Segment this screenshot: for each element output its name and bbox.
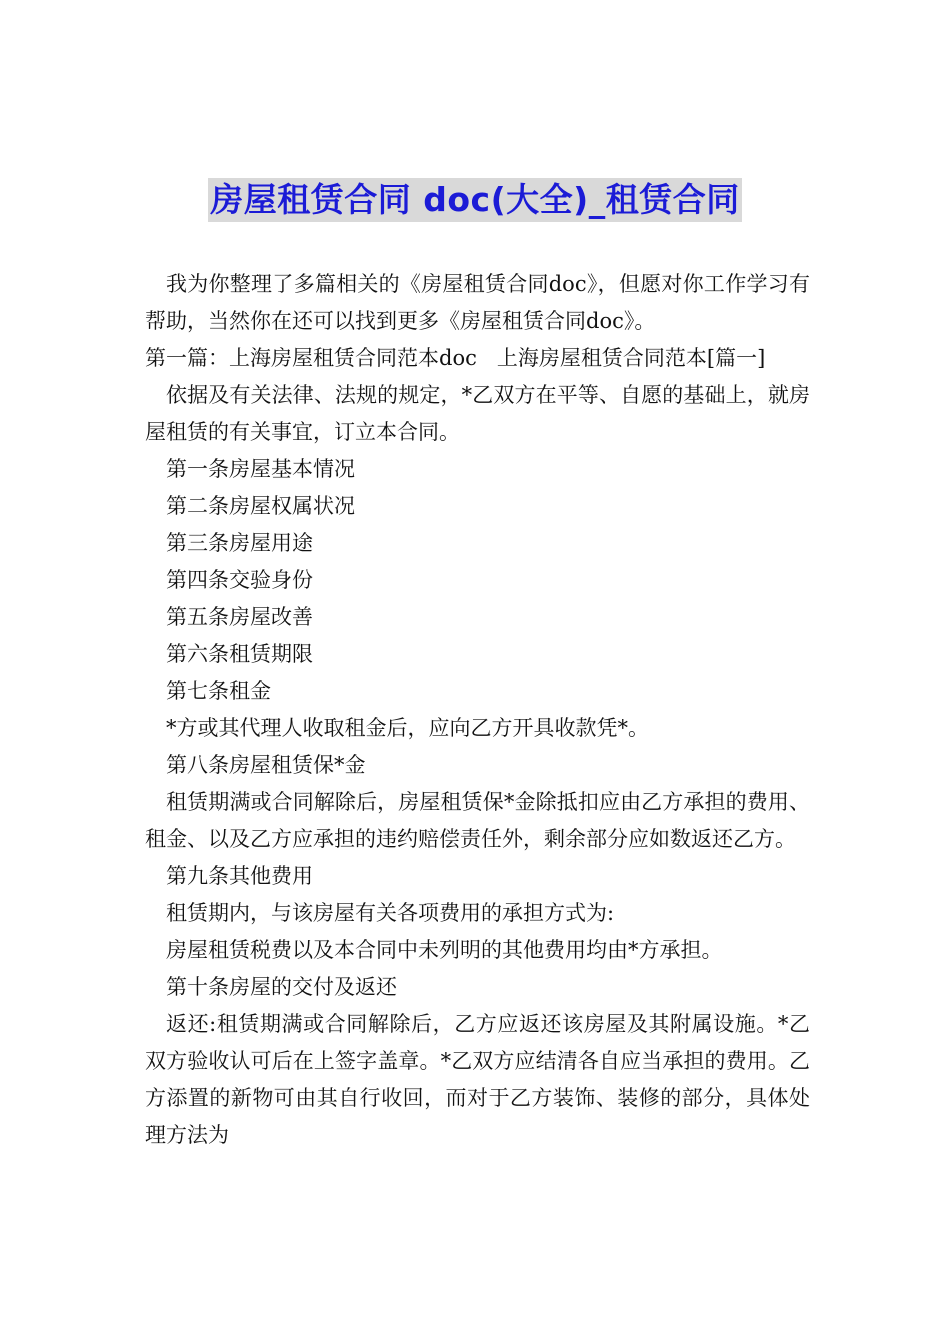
clause-heading: 第九条其他费用 bbox=[166, 864, 313, 888]
section-heading: 第一篇：上海房屋租赁合同范本doc 上海房屋租赁合同范本[篇一] bbox=[145, 346, 766, 370]
clause-heading: 第一条房屋基本情况 bbox=[166, 457, 355, 481]
clause-heading: 第五条房屋改善 bbox=[166, 605, 313, 629]
clause-heading: 第七条租金 bbox=[166, 679, 271, 703]
body-paragraph: 依据及有关法律、法规的规定，*乙双方在平等、自愿的基础上，就房屋租赁的有关事宜，订立本合同。 bbox=[145, 383, 810, 444]
clause-heading: 第四条交验身份 bbox=[166, 568, 313, 592]
title-area bbox=[0, 178, 950, 222]
body-paragraph: 租赁期内，与该房屋有关各项费用的承担方式为: bbox=[166, 901, 615, 925]
intro-paragraph: 我为你整理了多篇相关的《房屋租赁合同doc》，但愿对你工作学习有帮助，当然你在还可以找到更多《房屋租赁合同doc》。 bbox=[145, 272, 810, 333]
body-paragraph: 返还:租赁期满或合同解除后，乙方应返还该房屋及其附属设施。*乙双方验收认可后在上签字盖章。*乙双方应结清各自应当承担的费用。乙方添置的新物可由其自行收回，而对于乙方装饰、装修的部分，具体处理方法为 bbox=[145, 1012, 810, 1147]
document-body bbox=[145, 266, 810, 1154]
body-paragraph: *方或其代理人收取租金后，应向乙方开具收款凭*。 bbox=[166, 716, 649, 740]
body-paragraph: 房屋租赁税费以及本合同中未列明的其他费用均由*方承担。 bbox=[166, 938, 723, 962]
clause-heading: 第二条房屋权属状况 bbox=[166, 494, 355, 518]
clause-heading: 第六条租赁期限 bbox=[166, 642, 313, 666]
clause-heading: 第十条房屋的交付及返还 bbox=[166, 975, 397, 999]
body-paragraph: 租赁期满或合同解除后，房屋租赁保*金除抵扣应由乙方承担的费用、租金、以及乙方应承担的违约赔偿责任外，剩余部分应如数返还乙方。 bbox=[145, 790, 810, 851]
clause-heading: 第三条房屋用途 bbox=[166, 531, 313, 555]
clause-heading: 第八条房屋租赁保*金 bbox=[166, 753, 366, 777]
document-title: 房屋租赁合同 doc(大全)_租赁合同 bbox=[208, 178, 742, 222]
